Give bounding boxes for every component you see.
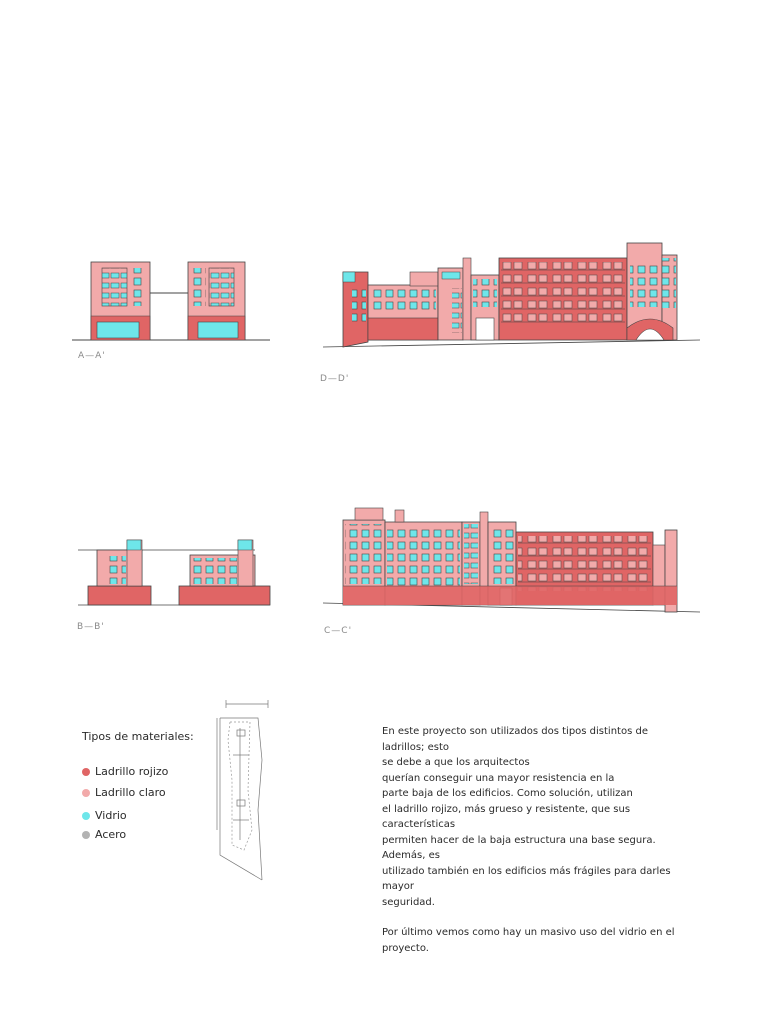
steel-swatch-icon: [82, 831, 90, 839]
legend-item-steel: [82, 828, 126, 841]
legend-item-light-brick: [82, 786, 166, 799]
legend-item-red-brick: [82, 765, 168, 778]
project-description: [382, 724, 682, 956]
section-label-a-a: A—A': [78, 351, 106, 361]
legend-title: Tipos de materiales:: [82, 730, 194, 743]
red-brick-swatch-icon: [82, 768, 90, 776]
legend-item-glass: [82, 809, 127, 822]
description-line: se debe a que los arquitectos: [382, 757, 530, 768]
section-label-d-d: D—D': [320, 374, 350, 384]
description-line: En este proyecto son utilizados dos tipos distintos de ladrillos; esto: [382, 726, 648, 753]
elevation-c-c: [323, 508, 700, 612]
light-brick-swatch-icon: [82, 789, 90, 797]
legend-item-label: Ladrillo claro: [95, 786, 166, 799]
description-line: querían conseguir una mayor resistencia en la: [382, 772, 615, 784]
section-label-b-b: B—B': [77, 622, 105, 632]
elevation-d-d: [323, 243, 700, 347]
site-plan: [217, 700, 268, 880]
description-line: parte baja de los edificios. Como solución, utilizan: [382, 788, 633, 799]
legend-item-label: Vidrio: [95, 809, 127, 822]
legend-item-label: Ladrillo rojizo: [95, 765, 169, 778]
legend-item-label: Acero: [95, 828, 127, 841]
description-line: utilizado también en los edificios más frágiles para darles mayor: [382, 865, 671, 892]
description-line: seguridad.: [382, 896, 435, 908]
elevation-b-b: [78, 540, 270, 605]
description-line: el ladrillo rojizo, más grueso y resistente, que sus características: [382, 803, 631, 830]
description-line: permiten hacer de la baja estructura una base segura. Además, es: [382, 834, 656, 861]
description-line: Por último vemos como hay un masivo uso del vidrio en el proyecto.: [382, 927, 675, 954]
elevation-a-a: [72, 262, 270, 340]
glass-swatch-icon: [82, 812, 90, 820]
section-label-c-c: C—C': [324, 626, 353, 636]
